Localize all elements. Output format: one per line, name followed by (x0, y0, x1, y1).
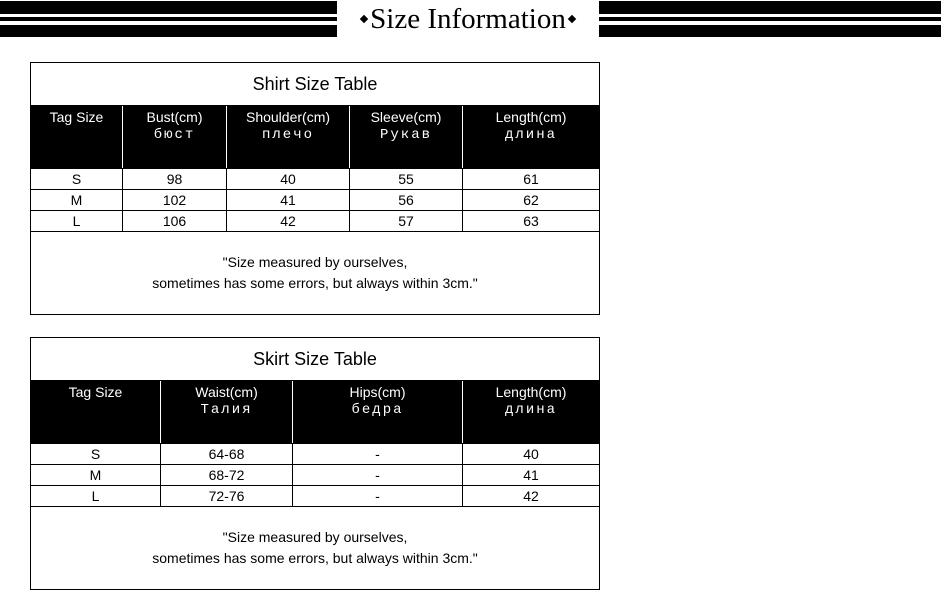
column-header: Length(cm) длина (463, 381, 600, 444)
table-header-row (31, 381, 600, 444)
table-cell: 68-72 (161, 465, 293, 486)
banner-title-wrap (337, 0, 599, 38)
table-cell: S (31, 169, 123, 190)
column-header: Waist(cm) Талия (161, 381, 293, 444)
column-header: Shoulder(cm) плечо (227, 106, 350, 169)
table-cell: M (31, 465, 161, 486)
column-header: Tag Size (31, 106, 123, 169)
shirt-size-table (30, 62, 599, 315)
table-header-row (31, 106, 600, 169)
column-header: Bust(cm) бюст (123, 106, 227, 169)
column-header: Sleeve(cm) Рукав (350, 106, 463, 169)
note-line: "Size measured by ourselves, (222, 254, 408, 270)
table-row (31, 169, 600, 190)
table-cell: 102 (123, 190, 227, 211)
table-cell: S (31, 444, 161, 465)
table-cell: 63 (463, 211, 600, 232)
table-cell: - (293, 444, 463, 465)
table-cell: L (31, 486, 161, 507)
column-header: Hips(cm) бедра (293, 381, 463, 444)
table-cell: 57 (350, 211, 463, 232)
table-title: Shirt Size Table (31, 63, 600, 106)
table-cell: L (31, 211, 123, 232)
table-cell: 41 (227, 190, 350, 211)
table-row (31, 190, 600, 211)
table-cell: 72-76 (161, 486, 293, 507)
table-cell: 64-68 (161, 444, 293, 465)
diamond-icon (360, 15, 368, 23)
table-cell: 62 (463, 190, 600, 211)
table-row (31, 486, 600, 507)
table-cell: 41 (463, 465, 600, 486)
banner (0, 0, 941, 38)
table-cell: 98 (123, 169, 227, 190)
column-header: Length(cm) длина (463, 106, 600, 169)
table-row (31, 444, 600, 465)
diamond-icon (568, 15, 576, 23)
table-cell: M (31, 190, 123, 211)
measurement-note (31, 232, 600, 315)
table-cell: 42 (463, 486, 600, 507)
note-line: sometimes has some errors, but always within 3cm." (152, 275, 478, 291)
table-cell: - (293, 465, 463, 486)
note-line: sometimes has some errors, but always within 3cm." (152, 550, 478, 566)
table-cell: 40 (227, 169, 350, 190)
table-cell: 42 (227, 211, 350, 232)
table-row (31, 211, 600, 232)
table-cell: 56 (350, 190, 463, 211)
column-header: Tag Size (31, 381, 161, 444)
table-cell: - (293, 486, 463, 507)
table-row (31, 465, 600, 486)
measurement-note (31, 507, 600, 590)
note-line: "Size measured by ourselves, (222, 529, 408, 545)
table-cell: 55 (350, 169, 463, 190)
table-cell: 61 (463, 169, 600, 190)
table-title: Skirt Size Table (31, 338, 600, 381)
table-cell: 106 (123, 211, 227, 232)
skirt-size-table (30, 337, 599, 590)
page-title: Size Information (370, 3, 566, 35)
table-cell: 40 (463, 444, 600, 465)
